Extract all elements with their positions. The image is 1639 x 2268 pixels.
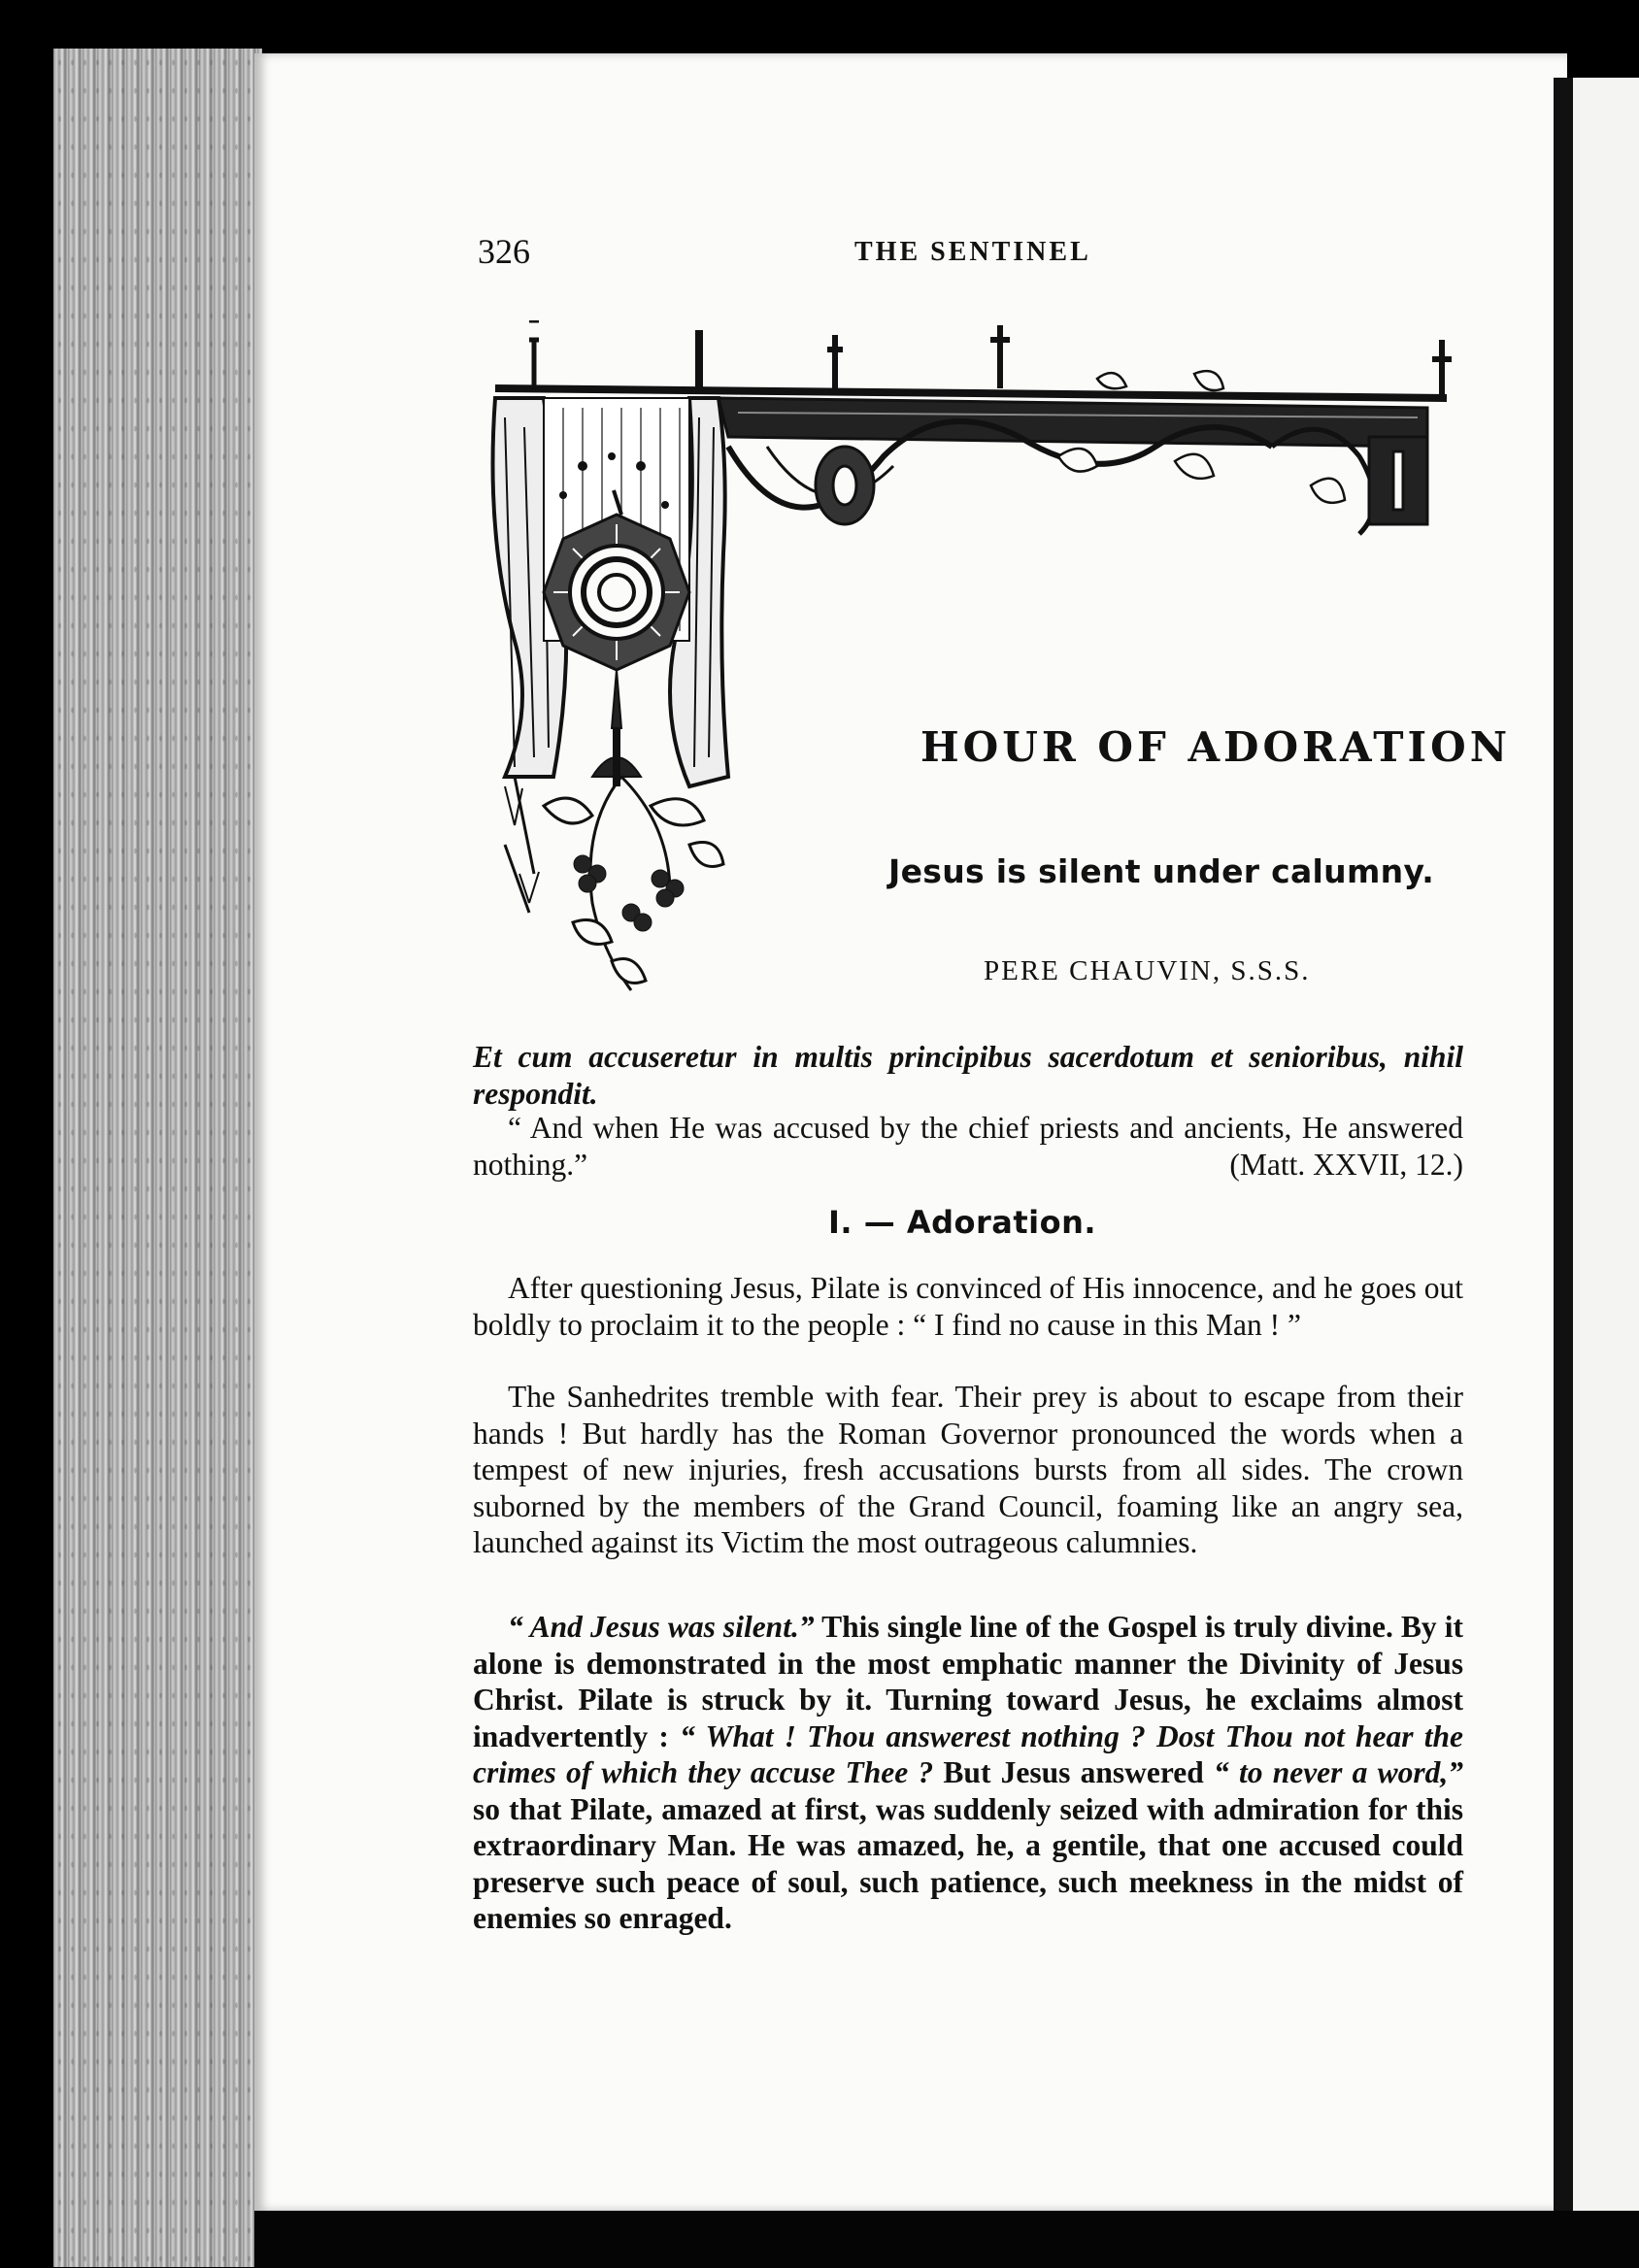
latin-epigraph: Et cum accuseretur in multis principibus sacerdotum et senioribus, nihil respondit. (473, 1040, 1463, 1111)
page-number: 326 (478, 232, 530, 271)
section-heading: I. — Adoration. (828, 1204, 1097, 1241)
paragraph-3-pilate-quote: “ What ! Thou answerest nothing ? Dost Thou not hear the crimes of which they accuse Thee ? (473, 1718, 1463, 1789)
paragraph-3 (473, 1609, 1463, 1937)
subtitle: Jesus is silent under calumny. (888, 852, 1435, 890)
page-edge-speckle (53, 49, 262, 2267)
scan-bottom-border (254, 2211, 1639, 2268)
paragraph-3-text-b: But Jesus answered (933, 1755, 1215, 1789)
facing-page-edge (1573, 78, 1639, 2214)
running-head-title: THE SENTINEL (854, 237, 1091, 267)
translation-text: “ And when He was accused by the chief priests and ancients, He answered nothing.” (473, 1111, 1463, 1182)
paragraph-3-text-a: This single line of the Gospel is truly divine. By it alone is demonstrated in the most emphatic manner the Divinity of Jesus Christ. Pilate is struck by it. Turning toward Jesus, he exclaims almost inadvertently : (473, 1610, 1463, 1753)
monstrance-canopy-ornament (476, 320, 1476, 1019)
paragraph-1: After questioning Jesus, Pilate is convinced of His innocence, and he goes out boldly to proclaim it to the people : “ I find no cause in this Man ! ” (473, 1271, 1463, 1342)
running-header (478, 231, 1468, 270)
epigraph-translation (473, 1110, 1463, 1183)
gutter-shadow (1554, 78, 1573, 2233)
scripture-citation: (Matt. XXVII, 12.) (1229, 1147, 1463, 1182)
paragraph-3-text-c: so that Pilate, amazed at first, was suddenly seized with admiration for this extraordinary Man. He was amazed, he, a gentile, that one accused could preserve such peace of soul, such patience, such meekness in the midst of enemies so enraged. (473, 1791, 1463, 1935)
paragraph-3-jesus-answer: “ to never a word,” (1214, 1755, 1463, 1789)
author-byline: PERE CHAUVIN, S.S.S. (984, 955, 1311, 986)
paragraph-3-quote: “ And Jesus was silent.” (508, 1610, 815, 1644)
section-title: HOUR OF ADORATION (920, 723, 1512, 771)
paragraph-2: The Sanhedrites tremble with fear. Their prey is about to escape from their hands ! But hardly has the Roman Governor pronounced the words when a tempest of new injuries, fresh accusations bursts from all sides. The crown suborned by the members of the Grand Council, foaming like an angry sea, launched against its Victim the most outrageous calumnies. (473, 1380, 1463, 1559)
